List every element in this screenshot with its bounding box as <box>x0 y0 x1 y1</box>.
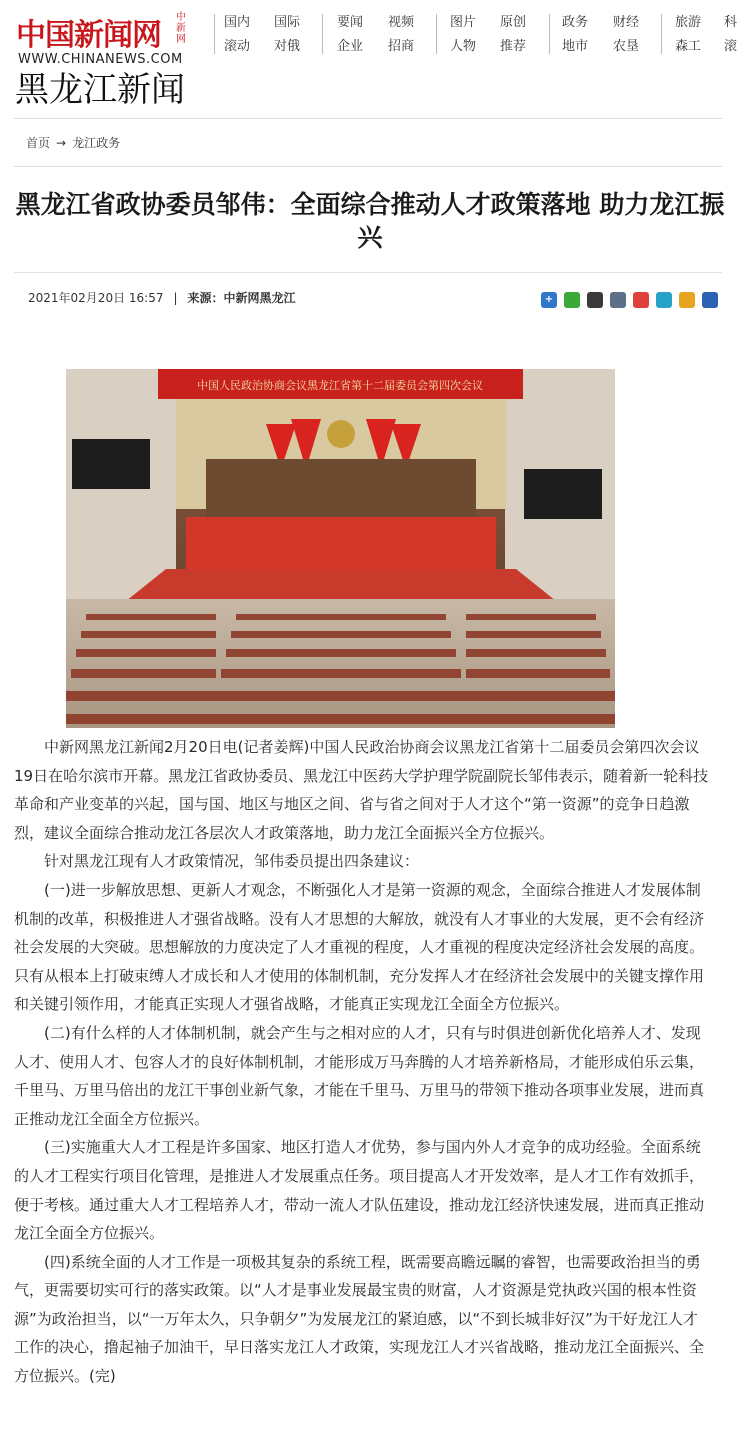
article-paragraph: 中新网黑龙江新闻2月20日电(记者姜辉)中国人民政治协商会议黑龙江省第十二届委员会第四次会议19日在哈尔滨市开幕。黑龙江省政协委员、黑龙江中医药大学护理学院副院长邹伟表示，随着新一轮科技革命和产业变革的兴起，国与国、地区与地区之间、省与省之间对于人才这个“第一资源”的竞争日趋激烈，建议全面综合推动龙江各层次人才政策落地，助力龙江全面振兴全方位振兴。 <box>14 738 709 842</box>
star-icon[interactable] <box>679 292 695 308</box>
nav-link[interactable]: 地市 <box>562 39 589 54</box>
nav-divider <box>436 14 437 54</box>
nav-link[interactable]: 国际 <box>274 15 301 30</box>
publish-date: 2021年02月20日 16:57 <box>28 291 164 305</box>
nav-divider <box>214 14 215 54</box>
weibo-icon[interactable] <box>633 292 649 308</box>
nav-link[interactable]: 滚 <box>724 39 737 54</box>
article-paragraph: (二)有什么样的人才体制机制，就会产生与之相对应的人才，只有与时俱进创新优化培养人才、发现人才、使用人才、包容人才的良好体制机制，才能形成万马奔腾的人才培养新格局，才能形成伯乐云集，千里马、万里马倍出的龙江干事创业新气象，才能在千里马、万里马的带领下推动各项事业发展，进而真正推动龙江全面全方位振兴。 <box>14 1023 705 1128</box>
nav-link[interactable]: 企业 <box>337 39 364 54</box>
nav-link[interactable]: 科 <box>724 15 737 30</box>
conference-photo <box>66 369 615 728</box>
nav-group <box>500 14 540 62</box>
renren-icon[interactable] <box>702 292 718 308</box>
nav-link[interactable]: 农垦 <box>613 39 640 54</box>
nav-link[interactable]: 人物 <box>450 39 477 54</box>
nav-link[interactable]: 财经 <box>613 15 640 30</box>
breadcrumb <box>26 134 120 151</box>
article-source: 来源：中新网黑龙江 <box>187 291 296 305</box>
nav-divider <box>549 14 550 54</box>
divider <box>14 118 722 119</box>
nav-link[interactable]: 国内 <box>224 15 251 30</box>
nav-group <box>388 14 428 62</box>
nav-link[interactable]: 原创 <box>500 15 527 30</box>
qq-friends-icon[interactable] <box>610 292 626 308</box>
nav-group <box>613 14 653 62</box>
logo-url: WWW.CHINANEWS.COM <box>18 52 183 67</box>
article-paragraph: 针对黑龙江现有人才政策情况，邹伟委员提出四条建议： <box>44 852 420 871</box>
site-logo[interactable]: 中国新闻网 <box>16 18 161 53</box>
wechat-icon[interactable] <box>564 292 580 308</box>
nav-divider <box>322 14 323 54</box>
meta-separator: | <box>173 291 178 305</box>
nav-link[interactable]: 视频 <box>388 15 415 30</box>
divider <box>14 166 722 167</box>
nav-group <box>562 14 602 62</box>
article-meta <box>28 289 296 306</box>
nav-link[interactable]: 对俄 <box>274 39 301 54</box>
breadcrumb-home[interactable]: 首页 <box>26 136 51 150</box>
nav-divider <box>661 14 662 54</box>
article-title: 黑龙江省政协委员邹伟：全面综合推动人才政策落地 助力龙江振兴 <box>15 190 725 252</box>
nav-link[interactable]: 推荐 <box>500 39 527 54</box>
article-paragraph: (四)系统全面的人才工作是一项极其复杂的系统工程，既需要高瞻远瞩的睿智，也需要政治担当的勇气，更需要切实可行的落实政策。以“人才是事业发展最宝贵的财富，人才资源是党执政兴国的根本性资源”为政治担当，以“一万年太久，只争朝夕”为发展龙江的紧迫感，以“不到长城非好汉”为干好龙江人才工作的决心，撸起袖子加油干，早日落实龙江人才政策，实现龙江人才兴省战略，推动龙江全面振兴、全方位振兴。(完) <box>14 1252 705 1386</box>
nav-group <box>274 14 314 62</box>
nav-group <box>224 14 264 62</box>
nav-link[interactable]: 政务 <box>562 15 589 30</box>
region-title[interactable]: 黑龙江新闻 <box>15 70 185 110</box>
share-bar <box>534 292 718 308</box>
qq-zone-icon[interactable] <box>656 292 672 308</box>
divider <box>14 272 722 273</box>
article-body <box>14 733 712 1391</box>
article-paragraph: (一)进一步解放思想、更新人才观念，不断强化人才是第一资源的观念，全面综合推进人才发展体制机制的改革，积极推进人才强省战略。没有人才思想的大解放，就没有人才事业的大发展，更不会有经济社会发展的大突破。思想解放的力度决定了人才重视的程度，人才重视的程度决定经济社会发展的高度。只有从根本上打破束缚人才成长和人才使用的体制机制，充分发挥人才在经济社会发展中的关键支撑作用和关键引领作用，才能真正实现人才强省战略，才能真正实现龙江全面全方位振兴。 <box>14 880 705 1014</box>
logo-vertical-text: 中新网 <box>176 12 186 45</box>
nav-group <box>724 14 737 62</box>
photo-banner-text: 中国人民政治协商会议黑龙江省第十二届委员会第四次会议 <box>197 379 483 392</box>
nav-link[interactable]: 滚动 <box>224 39 251 54</box>
site-header <box>0 0 737 110</box>
nav-group <box>450 14 490 62</box>
plus-share-icon[interactable]: + <box>541 292 557 308</box>
article-paragraph: (三)实施重大人才工程是许多国家、地区打造人才优势，参与国内外人才竞争的成功经验。全面系统的人才工程实行项目化管理，是推进人才发展重点任务。项目提高人才开发效率，是人才工作有效抓手，便于考核。通过重大人才工程培养人才，带动一流人才队伍建设，推动龙江经济快速发展，进而真正推动龙江全面全方位振兴。 <box>14 1138 705 1243</box>
nav-group <box>675 14 715 62</box>
qq-icon[interactable] <box>587 292 603 308</box>
nav-link[interactable]: 森工 <box>675 39 702 54</box>
nav-link[interactable]: 要闻 <box>337 15 364 30</box>
nav-group <box>337 14 377 62</box>
breadcrumb-section[interactable]: 龙江政务 <box>72 136 121 150</box>
breadcrumb-arrow: → <box>56 136 67 150</box>
nav-link[interactable]: 图片 <box>450 15 477 30</box>
nav-link[interactable]: 招商 <box>388 39 415 54</box>
nav-link[interactable]: 旅游 <box>675 15 702 30</box>
